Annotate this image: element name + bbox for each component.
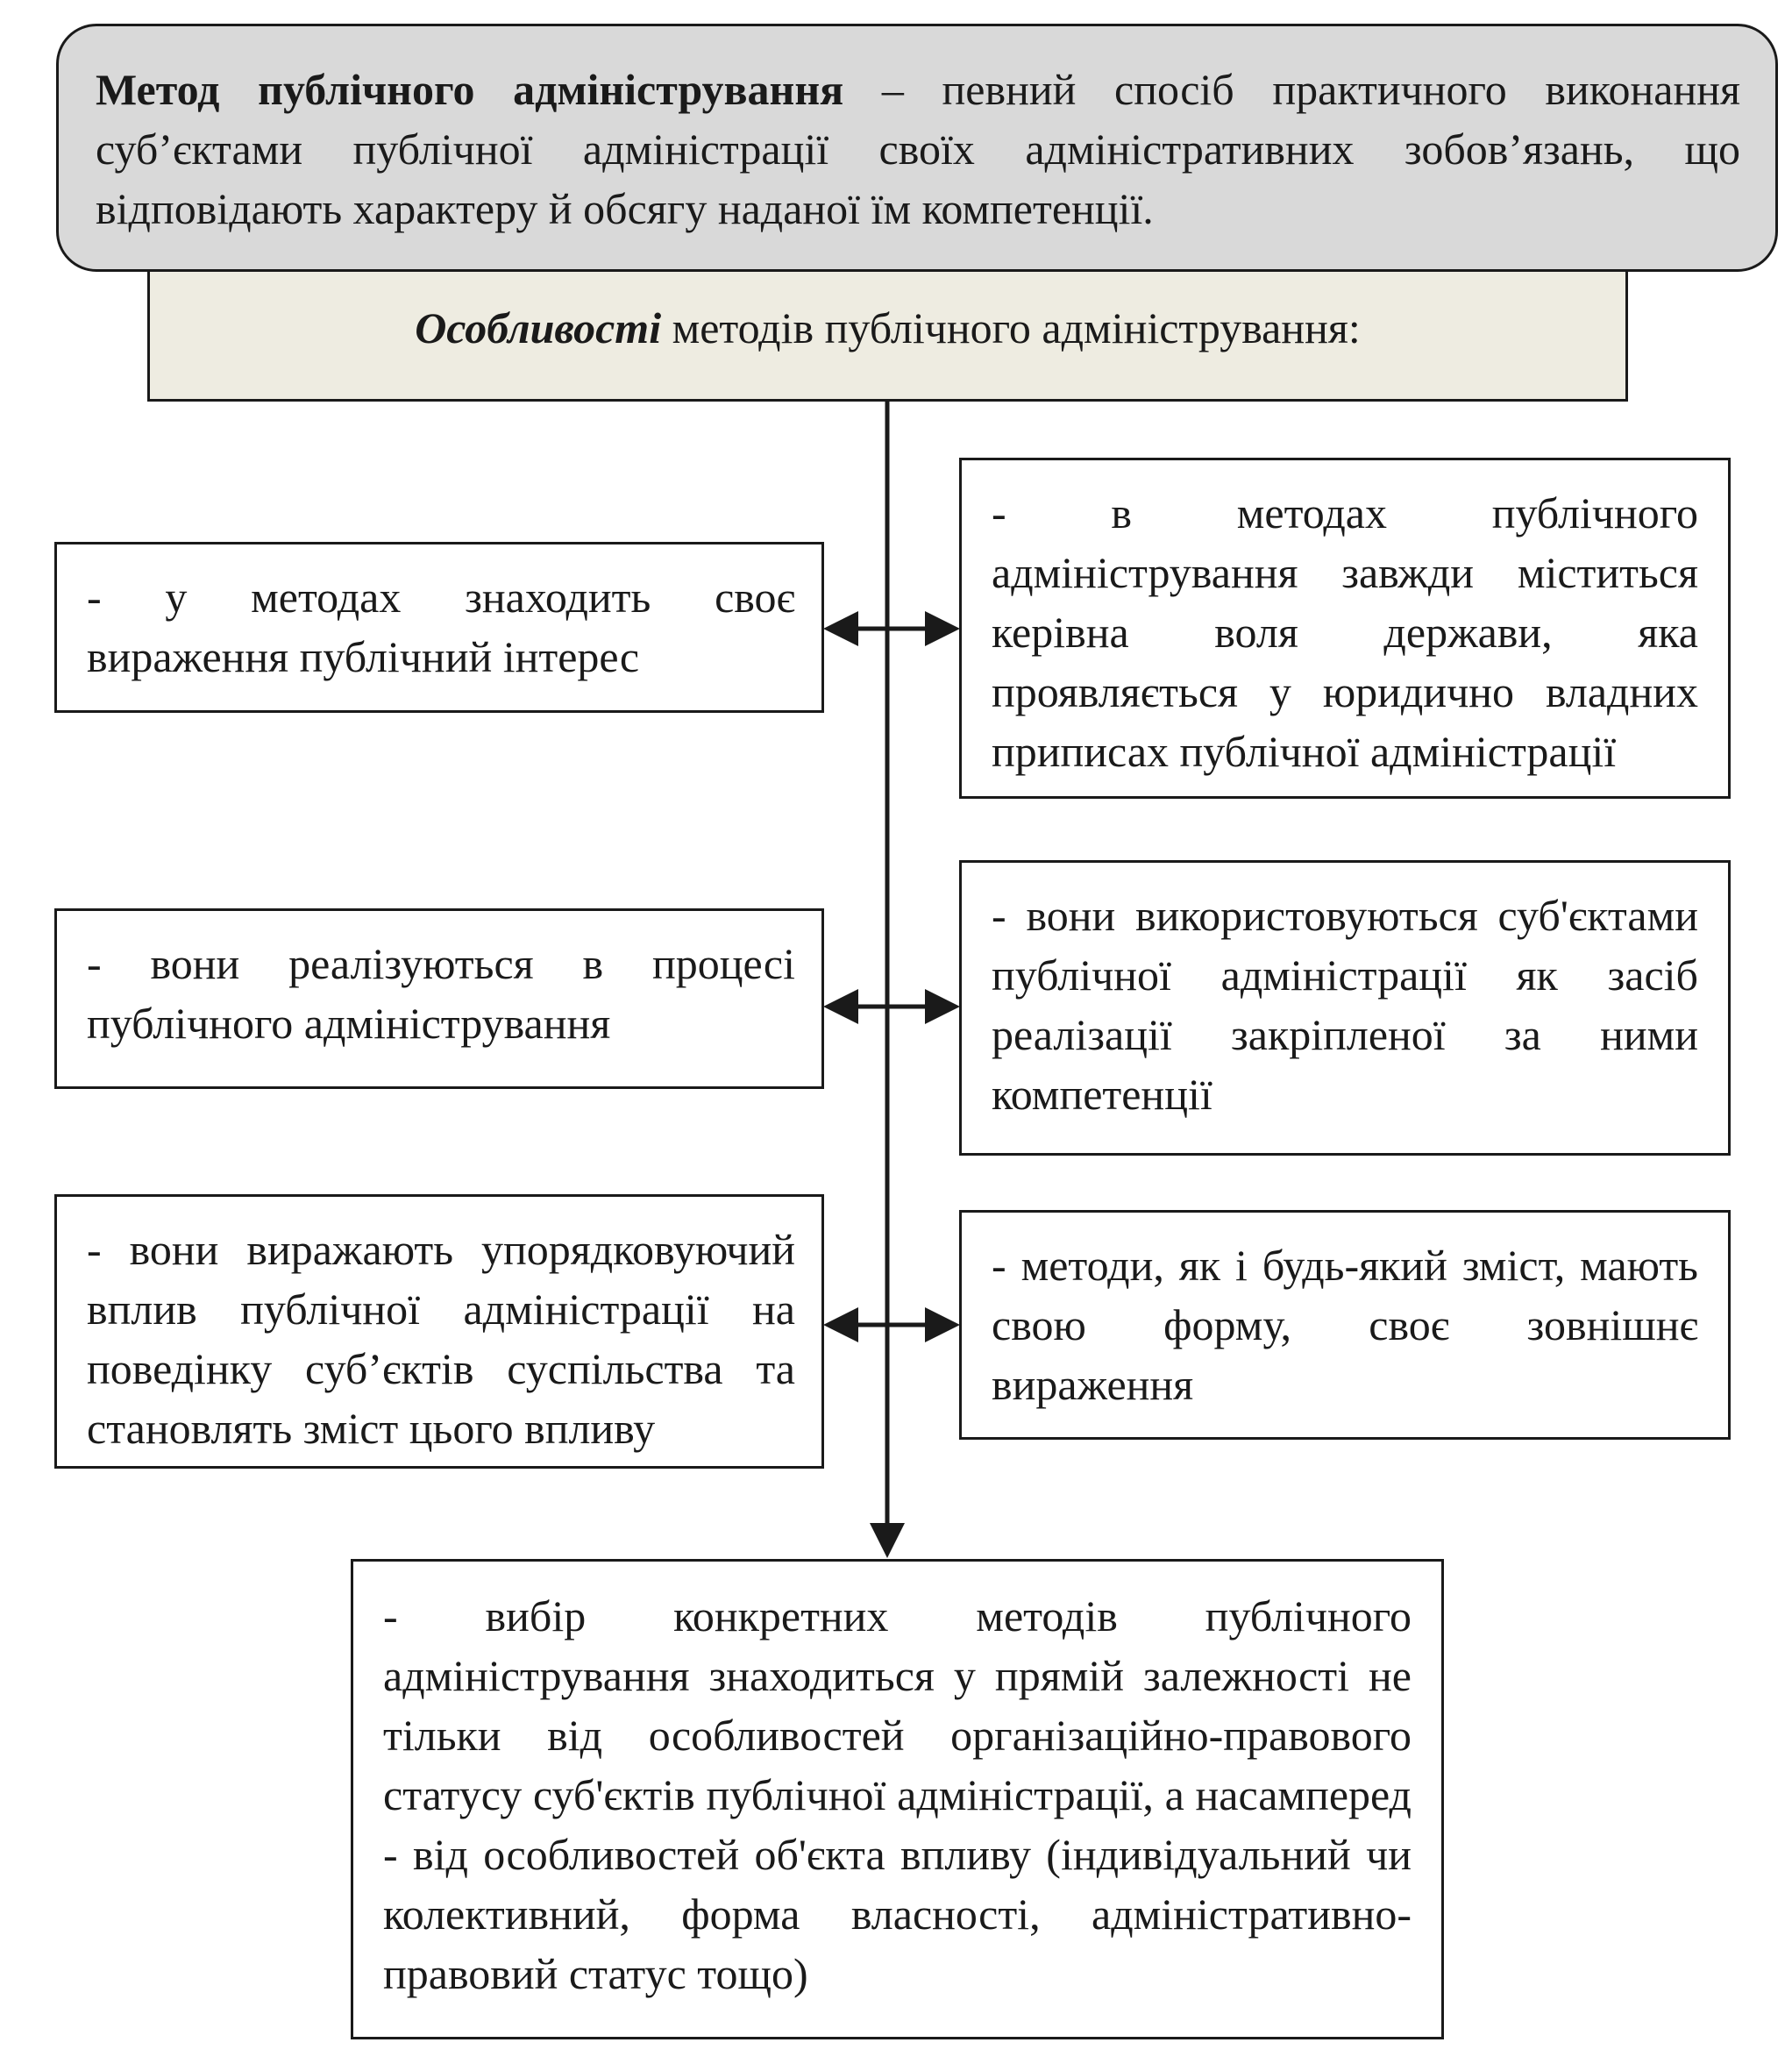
feature-text: - вибір конкретних методів публічного адміністрування знаходиться у прямій залежності не тільки від особливостей організаційно-правового статусу суб'єктів публічної адміністрації, а насамперед - від особливостей об'єкта впливу (індивідуальний чи колективний, форма власності, адміністративно-правовий статус тощо): [383, 1591, 1412, 1998]
feature-box-competence-tool: [959, 860, 1731, 1156]
features-header-box: [147, 266, 1628, 402]
feature-text: - методи, як і будь-який зміст, мають свою форму, своє зовнішнє вираження: [992, 1241, 1698, 1409]
feature-box-implementation: [54, 908, 824, 1089]
features-header-lead: Особливості: [415, 303, 662, 352]
feature-box-form: [959, 1210, 1731, 1440]
features-header-text: методів публічного адміністрування:: [661, 303, 1361, 352]
definition-box: [56, 24, 1778, 272]
feature-text: - вони виражають упорядковуючий вплив публічної адміністрації на поведінку суб’єктів суспільства та становлять зміст цього впливу: [87, 1225, 795, 1453]
feature-box-public-interest: [54, 542, 824, 713]
definition-term: Метод публічного адміністрування: [96, 65, 844, 114]
feature-text: - в методах публічного адміністрування завжди міститься керівна воля держави, яка проявляється у юридично владних приписах публічної адміністрації: [992, 488, 1698, 776]
feature-box-ordering-influence: [54, 1194, 824, 1469]
feature-text: - вони реалізуються в процесі публічного адміністрування: [87, 939, 795, 1048]
feature-text: - у методах знаходить своє вираження публічний інтерес: [87, 573, 795, 681]
definition-text: – певний спосіб практичного виконання суб’єктами публічної адміністрації своїх адміністративних зобов’язань, що відповідають характеру й обсягу наданої їм компетенції.: [96, 65, 1740, 233]
feature-box-method-choice: [351, 1559, 1444, 2039]
feature-box-state-will: [959, 458, 1731, 799]
feature-text: - вони використовуються суб'єктами публічної адміністрації як засіб реалізації закріпленої за ними компетенції: [992, 891, 1698, 1119]
